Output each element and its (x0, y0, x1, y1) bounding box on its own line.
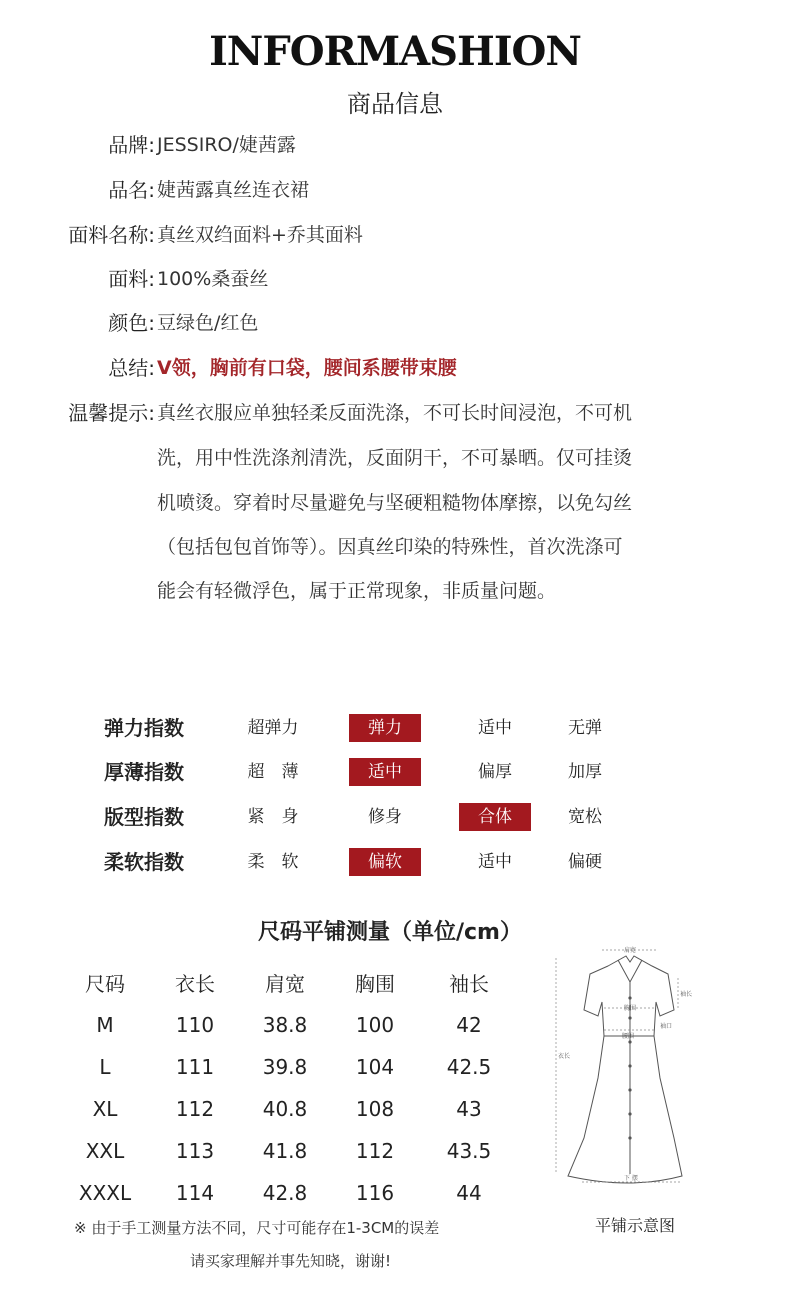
collar (618, 960, 642, 982)
index-option: 宽松 (568, 807, 602, 827)
size-label-cell: XXL (85, 1139, 125, 1163)
size-table-header: 衣长 (175, 972, 215, 996)
tips-line: 能会有轻微浮色，属于正常现象，非质量问题。 (157, 580, 557, 602)
index-option: 超 薄 (247, 762, 299, 782)
size-value-cell: 111 (175, 1055, 215, 1079)
size-value-cell: 42.8 (262, 1181, 308, 1205)
tips-line: （包括包包首饰等）。因真丝印染的特殊性，首次洗涤可 (157, 536, 623, 558)
size-table-header: 袖长 (449, 972, 489, 996)
size-note: 请买家理解并事先知晓，谢谢! (190, 1252, 392, 1270)
size-value-cell: 114 (175, 1181, 215, 1205)
size-value-cell: 42.5 (446, 1055, 492, 1079)
size-label-cell: XXXL (78, 1181, 132, 1205)
tips-line: 真丝衣服应单独轻柔反面洗涤，不可长时间浸泡，不可机 (157, 402, 633, 424)
diagram-caption: 平铺示意图 (594, 1216, 675, 1235)
size-value-cell: 112 (175, 1097, 215, 1121)
index-option-selected: 弹力 (349, 714, 421, 742)
size-value-cell: 113 (175, 1139, 215, 1163)
tips-line: 洗，用中性洗涤剂清洗，反面阴干，不可暴晒。仅可挂烫 (157, 447, 633, 469)
size-value-cell: 116 (355, 1181, 395, 1205)
index-label: 版型指数 (104, 805, 184, 829)
diagram-label-shoulder: 肩宽 (623, 947, 637, 954)
index-option: 紧 身 (247, 807, 299, 827)
index-option: 适中 (478, 718, 512, 738)
size-value-cell: 42 (456, 1013, 482, 1037)
info-key: 品牌: (108, 133, 155, 157)
size-table-header: 肩宽 (265, 972, 305, 996)
index-option: 无弹 (568, 718, 602, 738)
size-value-cell: 108 (355, 1097, 395, 1121)
size-value-cell: 112 (355, 1139, 395, 1163)
index-option-selected: 合体 (459, 803, 531, 831)
info-value: 真丝双绉面料+乔其面料 (157, 224, 363, 246)
tips-line: 机喷烫。穿着时尽量避免与坚硬粗糙物体摩擦，以免勾丝 (157, 492, 633, 514)
index-label: 柔软指数 (104, 850, 184, 874)
info-key: 颜色: (108, 311, 155, 335)
index-option-selected: 偏软 (349, 848, 421, 876)
title-cn: 商品信息 (347, 90, 443, 118)
dress-outline (568, 956, 682, 1183)
size-value-cell: 43 (456, 1097, 482, 1121)
size-value-cell: 44 (456, 1181, 482, 1205)
index-option: 修身 (368, 807, 402, 827)
index-option: 偏厚 (478, 762, 512, 782)
index-option: 偏硬 (568, 852, 602, 872)
diagram-label-sleeve-length: 袖长 (680, 991, 693, 998)
size-label-cell: M (96, 1013, 114, 1037)
info-key: 总结: (108, 356, 155, 380)
index-option-selected: 适中 (349, 758, 421, 786)
size-label-cell: L (99, 1055, 111, 1079)
index-label: 弹力指数 (104, 716, 184, 740)
size-value-cell: 40.8 (262, 1097, 308, 1121)
info-value: 豆绿色/红色 (157, 312, 259, 334)
size-value-cell: 104 (355, 1055, 395, 1079)
index-option: 柔 软 (247, 852, 299, 872)
index-option: 超弹力 (247, 718, 299, 738)
index-option: 适中 (478, 852, 512, 872)
flat-measure-diagram (542, 938, 718, 1188)
size-label-cell: XL (92, 1097, 118, 1121)
index-label: 厚薄指数 (104, 760, 184, 784)
size-table-title: 尺码平铺测量（单位/cm） (257, 920, 522, 945)
size-table-header: 尺码 (85, 972, 125, 996)
tips-label: 温馨提示: (68, 401, 155, 425)
size-table-header: 胸围 (355, 972, 395, 996)
size-value-cell: 43.5 (446, 1139, 492, 1163)
info-key: 面料: (108, 267, 155, 291)
diagram-label-chest: 胸围 (624, 1005, 637, 1012)
size-value-cell: 41.8 (262, 1139, 308, 1163)
size-value-cell: 38.8 (262, 1013, 308, 1037)
size-value-cell: 110 (175, 1013, 215, 1037)
index-option: 加厚 (568, 762, 602, 782)
info-key: 品名: (108, 178, 155, 202)
diagram-label-hem: 下 摆 (624, 1175, 638, 1182)
size-note: ※ 由于手工测量方法不同，尺寸可能存在1-3CM的误差 (74, 1219, 440, 1237)
info-key: 面料名称: (68, 223, 155, 247)
title-en: INFORMASHION (209, 28, 581, 75)
diagram-label-cuff: 袖口 (660, 1023, 673, 1030)
size-value-cell: 100 (355, 1013, 395, 1037)
info-value: JESSIRO/婕茜露 (157, 134, 296, 156)
size-value-cell: 39.8 (262, 1055, 308, 1079)
info-value: V领，胸前有口袋，腰间系腰带束腰 (157, 357, 457, 379)
diagram-label-length: 衣长 (558, 1053, 571, 1060)
diagram-label-waist: 腰围 (622, 1033, 635, 1040)
info-value: 100%桑蚕丝 (157, 268, 269, 290)
info-value: 婕茜露真丝连衣裙 (157, 179, 310, 201)
